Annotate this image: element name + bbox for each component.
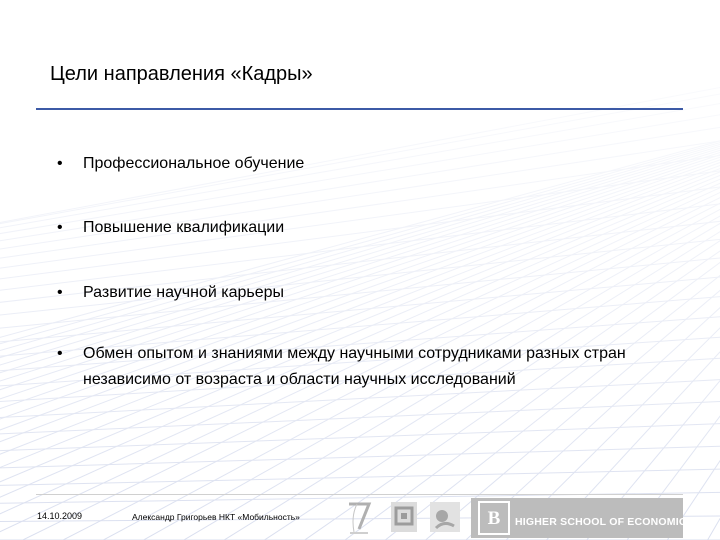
svg-text:В: В	[487, 508, 501, 529]
bullet-text: Обмен опытом и знаниями между научными сотрудниками разных стран независимо от возраста и области научных исследований	[83, 345, 626, 388]
bullet-text: Повышение квалификации	[83, 219, 285, 236]
bullet-icon: •	[57, 284, 63, 301]
slide-title: Цели направления «Кадры»	[50, 63, 313, 85]
capra-logo	[428, 498, 462, 538]
bullet-text: Развитие научной карьеры	[83, 284, 285, 301]
footer-logos	[343, 498, 694, 540]
footer-author: Александр Григорьев НКТ «Мобильность»	[132, 512, 300, 522]
hse-emblem-icon	[478, 501, 510, 535]
footer-date: 14.10.2009	[37, 511, 83, 521]
framework-programme-7-logo	[343, 498, 377, 538]
bullet-icon: •	[57, 219, 63, 236]
iscb-logo	[389, 498, 419, 538]
bullet-icon: •	[57, 345, 63, 362]
hse-logo-label: HIGHER SCHOOL OF ECONOMICS	[515, 516, 694, 528]
bullet-text: Профессиональное обучение	[83, 155, 305, 172]
hse-logo	[471, 498, 694, 538]
bullet-icon: •	[57, 155, 63, 172]
footer-divider	[36, 494, 683, 495]
